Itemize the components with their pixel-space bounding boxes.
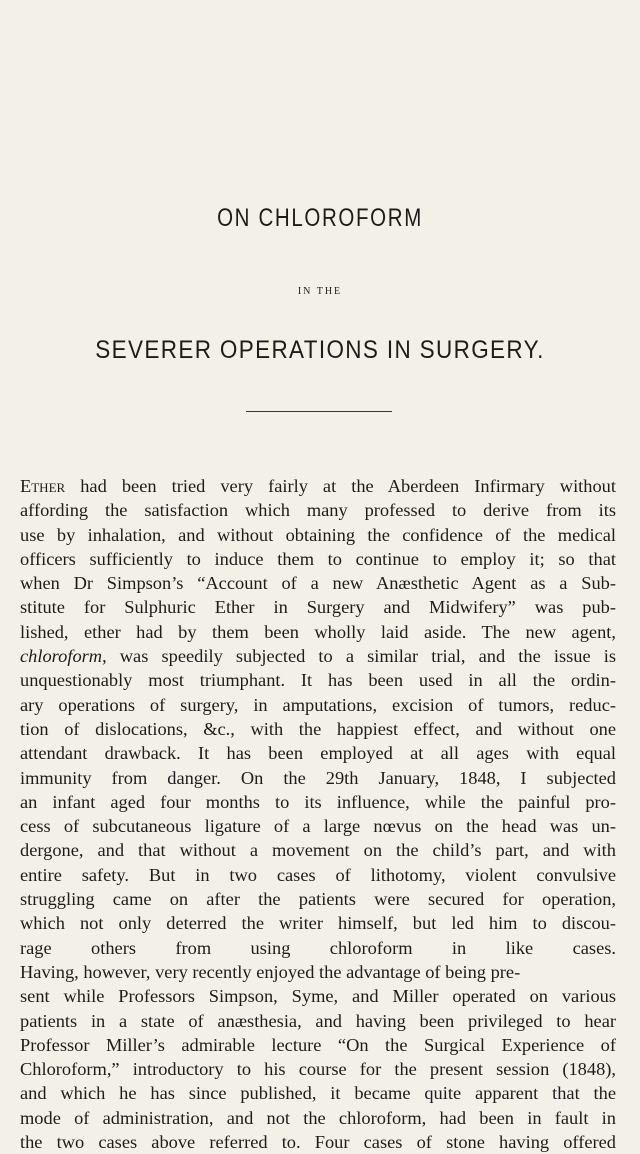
text-line: mode of administration, and not the chloroform, had been in fault in <box>20 1107 616 1128</box>
italic-term: chloroform <box>20 646 103 667</box>
text-line: dergone, and that without a movement on the child’s part, and with <box>20 840 616 861</box>
text-line: and which he has since published, it became quite apparent that the <box>20 1083 616 1104</box>
text-line: chloroform, was speedily subjected to a similar trial, and the issue is <box>20 646 616 667</box>
drop-word: Ether <box>20 476 66 496</box>
page-subtitle: SEVERER OPERATIONS IN SURGERY. <box>95 336 545 364</box>
text-line: entire safety. But in two cases of lithotomy, violent convulsive <box>20 864 616 885</box>
text-line: Chloroform,” introductory to his course for the present session (1848), <box>20 1059 616 1080</box>
text-line: Ether had been tried very fairly at the Aberdeen Infirmary without <box>20 476 616 496</box>
text-line: immunity from danger. On the 29th January, 1848, I subjected <box>20 767 616 788</box>
text-line: lished, ether had by them been wholly laid aside. The new agent, <box>20 621 616 642</box>
title-connector: IN THE <box>297 286 343 297</box>
text-line: an infant aged four months to its influence, while the painful pro- <box>20 791 616 812</box>
text-line: officers sufficiently to induce them to continue to employ it; so that <box>20 548 616 569</box>
text-line: the two cases above referred to. Four cases of stone having offered <box>20 1132 616 1153</box>
text-line: ary operations of surgery, in amputations, excision of tumors, reduc- <box>20 694 616 715</box>
text-line: attendant drawback. It has been employed at all ages with equal <box>20 743 616 764</box>
text-line: affording the satisfaction which many professed to derive from its <box>20 500 616 521</box>
body-paragraphs <box>20 474 616 1154</box>
text-line: stitute for Sulphuric Ether in Surgery and Midwifery” was pub- <box>20 597 616 618</box>
text-line: use by inhalation, and without obtaining the confidence of the medical <box>20 524 616 545</box>
text-line: unquestionably most triumphant. It has been used in all the ordin- <box>20 670 616 691</box>
page-title: ON CHLOROFORM <box>217 204 423 232</box>
title-divider <box>246 411 392 412</box>
text-line: cess of subcutaneous ligature of a large nœvus on the head was un- <box>20 816 616 837</box>
text-line: Professor Miller’s admirable lecture “On the Surgical Experience of <box>20 1034 616 1055</box>
text-line: tion of dislocations, &c., with the happiest effect, and without one <box>20 718 616 739</box>
text-line: struggling came on after the patients were secured for operation, <box>20 889 616 910</box>
text-line: sent while Professors Simpson, Syme, and Miller operated on various <box>20 986 616 1007</box>
text-line: which not only deterred the writer himself, but led him to discou- <box>20 913 616 934</box>
text-line: Having, however, very recently enjoyed the advantage of being pre- <box>20 961 521 982</box>
text-line: when Dr Simpson’s “Account of a new Anæsthetic Agent as a Sub- <box>20 573 616 594</box>
text-line: patients in a state of anæsthesia, and having been privileged to hear <box>20 1010 616 1031</box>
text-line: rage others from using chloroform in like cases. <box>20 937 616 958</box>
